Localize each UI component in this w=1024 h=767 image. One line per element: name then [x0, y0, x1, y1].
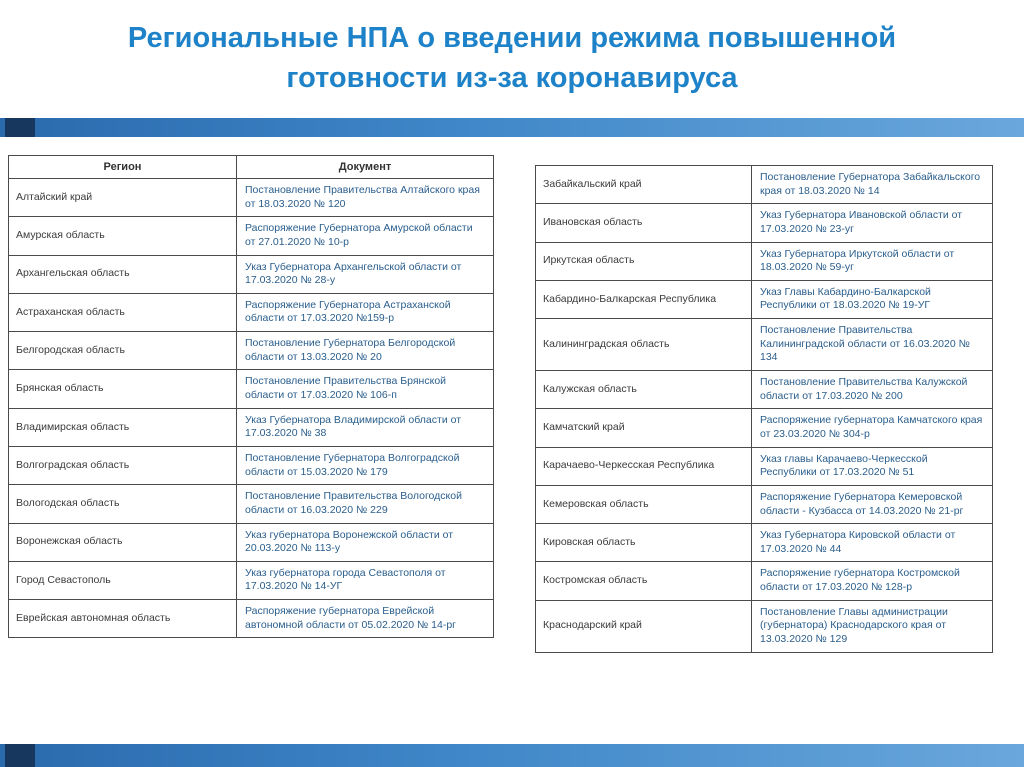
document-cell: Указ Губернатора Иркутской области от 18.03.2020 № 59-уг — [752, 242, 993, 280]
table-row — [536, 524, 993, 562]
table-row — [536, 600, 993, 652]
band-accent-square-bottom — [5, 744, 35, 767]
regions-table-left — [8, 155, 494, 638]
region-cell: Амурская область — [9, 217, 237, 255]
region-cell: Иркутская область — [536, 242, 752, 280]
table-row — [536, 166, 993, 204]
document-cell: Постановление Правительства Калининградской области от 16.03.2020 № 134 — [752, 319, 993, 371]
region-cell: Еврейская автономная область — [9, 600, 237, 638]
region-cell: Кировская область — [536, 524, 752, 562]
document-cell: Распоряжение губернатора Костромской области от 17.03.2020 № 128-р — [752, 562, 993, 600]
region-cell: Камчатский край — [536, 409, 752, 447]
document-cell: Указ губернатора города Севастополя от 17.03.2020 № 14-УГ — [237, 561, 494, 599]
document-cell: Постановление Губернатора Волгоградской области от 15.03.2020 № 179 — [237, 446, 494, 484]
document-cell: Постановление Правительства Алтайского края от 18.03.2020 № 120 — [237, 179, 494, 217]
region-cell: Белгородская область — [9, 332, 237, 370]
table-row — [9, 561, 494, 599]
table-row — [9, 370, 494, 408]
page-title-line-2: готовности из-за коронавируса — [286, 62, 738, 95]
document-cell: Указ Губернатора Ивановской области от 17.03.2020 № 23-уг — [752, 204, 993, 242]
table-row — [536, 371, 993, 409]
document-cell: Указ Губернатора Архангельской области от 17.03.2020 № 28-у — [237, 255, 494, 293]
region-cell: Костромская область — [536, 562, 752, 600]
column-header: Регион — [9, 156, 237, 179]
document-cell: Постановление Правительства Вологодской области от 16.03.2020 № 229 — [237, 485, 494, 523]
region-cell: Кемеровская область — [536, 485, 752, 523]
document-cell: Распоряжение Губернатора Астраханской области от 17.03.2020 №159-р — [237, 293, 494, 331]
document-cell: Распоряжение губернатора Камчатского края от 23.03.2020 № 304-р — [752, 409, 993, 447]
table-row — [536, 447, 993, 485]
region-cell: Краснодарский край — [536, 600, 752, 652]
region-cell: Воронежская область — [9, 523, 237, 561]
document-cell: Постановление Губернатора Забайкальского края от 18.03.2020 № 14 — [752, 166, 993, 204]
top-divider-band — [0, 118, 1024, 137]
table-row — [536, 485, 993, 523]
region-cell: Алтайский край — [9, 179, 237, 217]
document-cell: Постановление Главы администрации (губернатора) Краснодарского края от 13.03.2020 № 129 — [752, 600, 993, 652]
region-cell: Карачаево-Черкесская Республика — [536, 447, 752, 485]
document-cell: Распоряжение Губернатора Кемеровской области - Кузбасса от 14.03.2020 № 21-рг — [752, 485, 993, 523]
table-row — [9, 255, 494, 293]
bottom-divider-band — [0, 744, 1024, 767]
table-row — [9, 408, 494, 446]
region-cell: Волгоградская область — [9, 446, 237, 484]
table-row — [9, 217, 494, 255]
region-cell: Кабардино-Балкарская Республика — [536, 280, 752, 318]
document-cell: Указ главы Карачаево-Черкесской Республики от 17.03.2020 № 51 — [752, 447, 993, 485]
region-cell: Калужская область — [536, 371, 752, 409]
table-row — [9, 332, 494, 370]
document-cell: Постановление Правительства Калужской области от 17.03.2020 № 200 — [752, 371, 993, 409]
document-cell: Постановление Губернатора Белгородской области от 13.03.2020 № 20 — [237, 332, 494, 370]
region-cell: Астраханская область — [9, 293, 237, 331]
table-row — [536, 280, 993, 318]
table-row — [536, 242, 993, 280]
table-row — [9, 485, 494, 523]
table-header-row — [9, 156, 494, 179]
table-row — [536, 319, 993, 371]
region-cell: Город Севастополь — [9, 561, 237, 599]
document-cell: Указ губернатора Воронежской области от 20.03.2020 № 113-у — [237, 523, 494, 561]
document-cell: Распоряжение Губернатора Амурской области от 27.01.2020 № 10-р — [237, 217, 494, 255]
page-title — [0, 18, 1024, 98]
table-row — [536, 409, 993, 447]
document-cell: Указ Главы Кабардино-Балкарской Республики от 18.03.2020 № 19-УГ — [752, 280, 993, 318]
region-cell: Забайкальский край — [536, 166, 752, 204]
page-title-line-1: Региональные НПА о введении режима повышенной — [127, 22, 897, 54]
region-cell: Архангельская область — [9, 255, 237, 293]
table-row — [9, 600, 494, 638]
table-row — [9, 293, 494, 331]
region-cell: Брянская область — [9, 370, 237, 408]
region-cell: Ивановская область — [536, 204, 752, 242]
region-cell: Владимирская область — [9, 408, 237, 446]
table-row — [9, 446, 494, 484]
table-row — [9, 179, 494, 217]
region-cell: Калининградская область — [536, 319, 752, 371]
document-cell: Распоряжение губернатора Еврейской автономной области от 05.02.2020 № 14-рг — [237, 600, 494, 638]
band-accent-square — [5, 118, 35, 137]
document-cell: Постановление Правительства Брянской области от 17.03.2020 № 106-п — [237, 370, 494, 408]
document-cell: Указ Губернатора Владимирской области от 17.03.2020 № 38 — [237, 408, 494, 446]
document-cell: Указ Губернатора Кировской области от 17.03.2020 № 44 — [752, 524, 993, 562]
table-row — [536, 204, 993, 242]
column-header: Документ — [237, 156, 494, 179]
regions-table-right — [535, 165, 993, 653]
table-row — [536, 562, 993, 600]
table-row — [9, 523, 494, 561]
region-cell: Вологодская область — [9, 485, 237, 523]
